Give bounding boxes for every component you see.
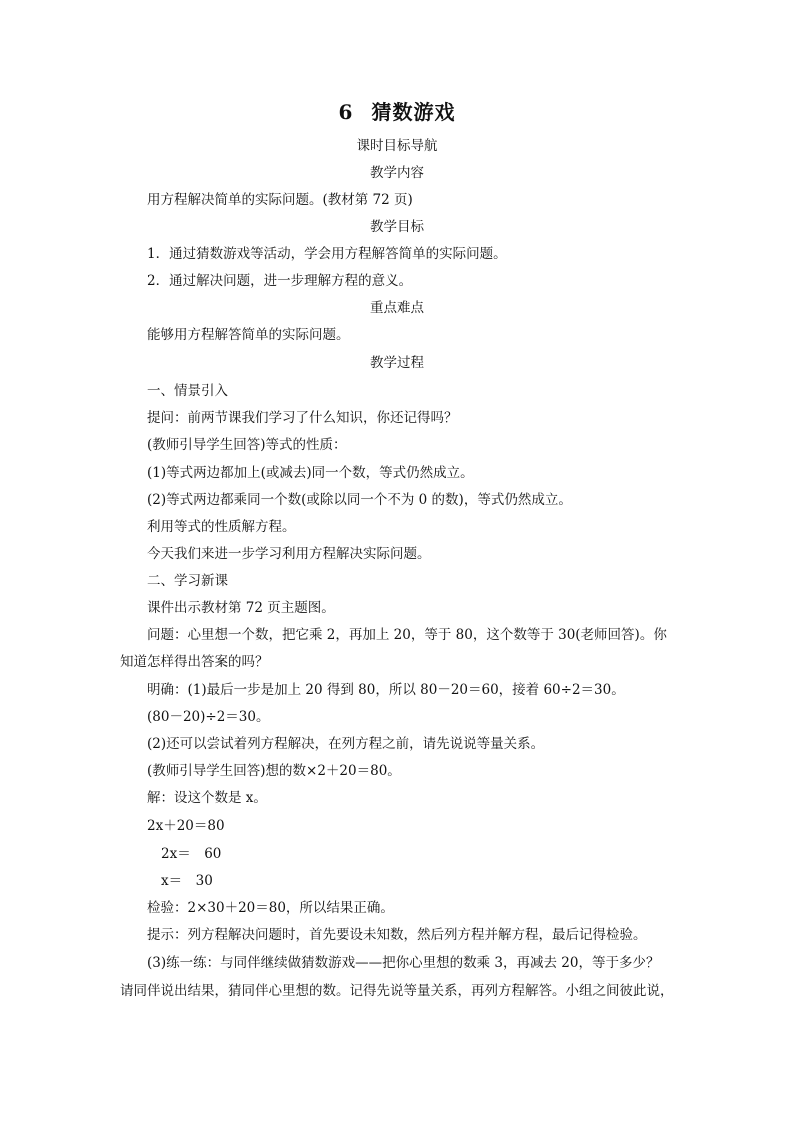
section-heading-goals: 教学目标 xyxy=(370,219,424,235)
paragraph-continuation: 请同伴说出结果，猜同伴心里想的数。记得先说等量关系，再列方程解答。小组之间彼此说， xyxy=(120,983,674,999)
section-heading-keypoints: 重点难点 xyxy=(370,300,424,316)
paragraph: 解：设这个数是 x。 xyxy=(147,790,267,806)
paragraph: 用方程解决简单的实际问题。(教材第 72 页) xyxy=(147,192,413,208)
paragraph: (80－20)÷2＝30。 xyxy=(147,709,270,725)
paragraph: (教师引导学生回答)想的数×2＋20＝80。 xyxy=(147,763,401,779)
paragraph-continuation: 知道怎样得出答案的吗？ xyxy=(120,654,269,670)
title-number: 6 xyxy=(338,100,354,124)
equation: x＝ 30 xyxy=(161,873,213,889)
section-heading-content: 教学内容 xyxy=(370,165,424,181)
paragraph: (教师引导学生回答)等式的性质： xyxy=(147,437,347,453)
paragraph: (2)等式两边都乘同一个数(或除以同一个不为 0 的数)，等式仍然成立。 xyxy=(147,492,572,508)
paragraph: 检验：2×30＋20＝80，所以结果正确。 xyxy=(147,900,394,916)
paragraph: 明确：(1)最后一步是加上 20 得到 80，所以 80－20＝60，接着 60÷2＝30。 xyxy=(147,682,625,698)
title-text: 猜数游戏 xyxy=(371,100,456,124)
section-heading-process: 教学过程 xyxy=(370,355,424,371)
page-title xyxy=(0,96,794,125)
equation: 2x＋20＝80 xyxy=(147,818,225,834)
paragraph: 问题：心里想一个数，把它乘 2，再加上 20，等于 80，这个数等于 30(老师回答)。你 xyxy=(147,627,667,643)
paragraph: (1)等式两边都加上(或减去)同一个数，等式仍然成立。 xyxy=(147,465,474,481)
paragraph: 利用等式的性质解方程。 xyxy=(147,519,296,535)
section-heading-guide: 课时目标导航 xyxy=(356,138,438,154)
paragraph: 今天我们来进一步学习利用方程解决实际问题。 xyxy=(147,546,431,562)
paragraph: 2．通过解决问题，进一步理解方程的意义。 xyxy=(147,273,413,289)
paragraph: 课件出示教材第 72 页主题图。 xyxy=(147,600,335,616)
equation: 2x＝ 60 xyxy=(161,846,222,862)
paragraph: 提问：前两节课我们学习了什么知识，你还记得吗？ xyxy=(147,410,458,426)
paragraph: (2)还可以尝试着列方程解决，在列方程之前，请先说说等量关系。 xyxy=(147,736,545,752)
subsection-heading: 一、情景引入 xyxy=(147,383,228,399)
paragraph: 提示：列方程解决问题时，首先要设未知数，然后列方程并解方程，最后记得检验。 xyxy=(147,927,647,943)
paragraph: 能够用方程解答简单的实际问题。 xyxy=(147,327,350,343)
paragraph: (3)练一练：与同伴继续做猜数游戏——把你心里想的数乘 3，再减去 20，等于多少？ xyxy=(147,955,660,971)
paragraph: 1．通过猜数游戏等活动，学会用方程解答简单的实际问题。 xyxy=(147,246,507,262)
subsection-heading: 二、学习新课 xyxy=(147,573,228,589)
